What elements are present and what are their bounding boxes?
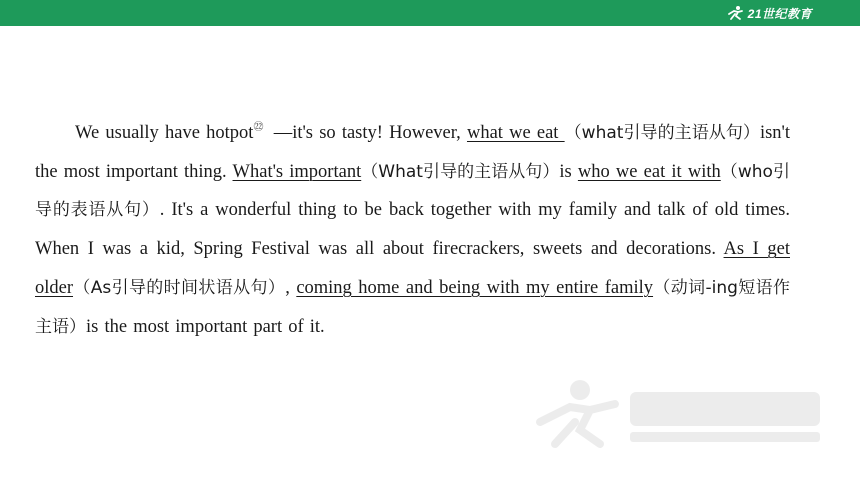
logo-text: 21世纪教育 — [747, 6, 812, 21]
text-segment: isn't the most important thing. — [35, 123, 791, 182]
grammar-note: （As引导的时间状语从句） — [73, 277, 286, 298]
text-segment: . It's a wonderful thing to be back together with my family and talk of old times. When I was a kid, Spring Festival was all about firecrackers, sweets and decorations. — [35, 200, 791, 260]
underlined-clause: What's important — [232, 161, 362, 182]
text-segment: is the most important part of it. — [86, 316, 325, 337]
underlined-clause: As I get older — [35, 239, 790, 298]
header-bar — [0, 0, 860, 26]
text-segment: We usually have hotpot — [75, 123, 254, 143]
passage-paragraph — [35, 114, 790, 346]
footnote-marker: ㉒ — [253, 122, 264, 133]
brand-logo — [726, 4, 812, 22]
watermark-logo — [530, 372, 830, 452]
runner-icon — [726, 5, 744, 21]
underlined-clause: coming home and being with my entire family — [296, 277, 654, 298]
grammar-note: （what引导的主语从句） — [564, 123, 760, 143]
text-segment: , — [285, 277, 297, 298]
passage — [35, 114, 790, 346]
underlined-clause: what we eat — [466, 123, 565, 143]
grammar-note: （who引导的表语从句） — [35, 161, 790, 221]
underlined-clause: who we eat it with — [577, 161, 721, 182]
grammar-note: （What引导的主语从句） — [361, 161, 560, 182]
text-segment: —it's so tasty! However, — [267, 123, 467, 143]
text-segment: is — [559, 161, 578, 182]
grammar-note: （动词-ing短语作主语） — [35, 277, 790, 337]
